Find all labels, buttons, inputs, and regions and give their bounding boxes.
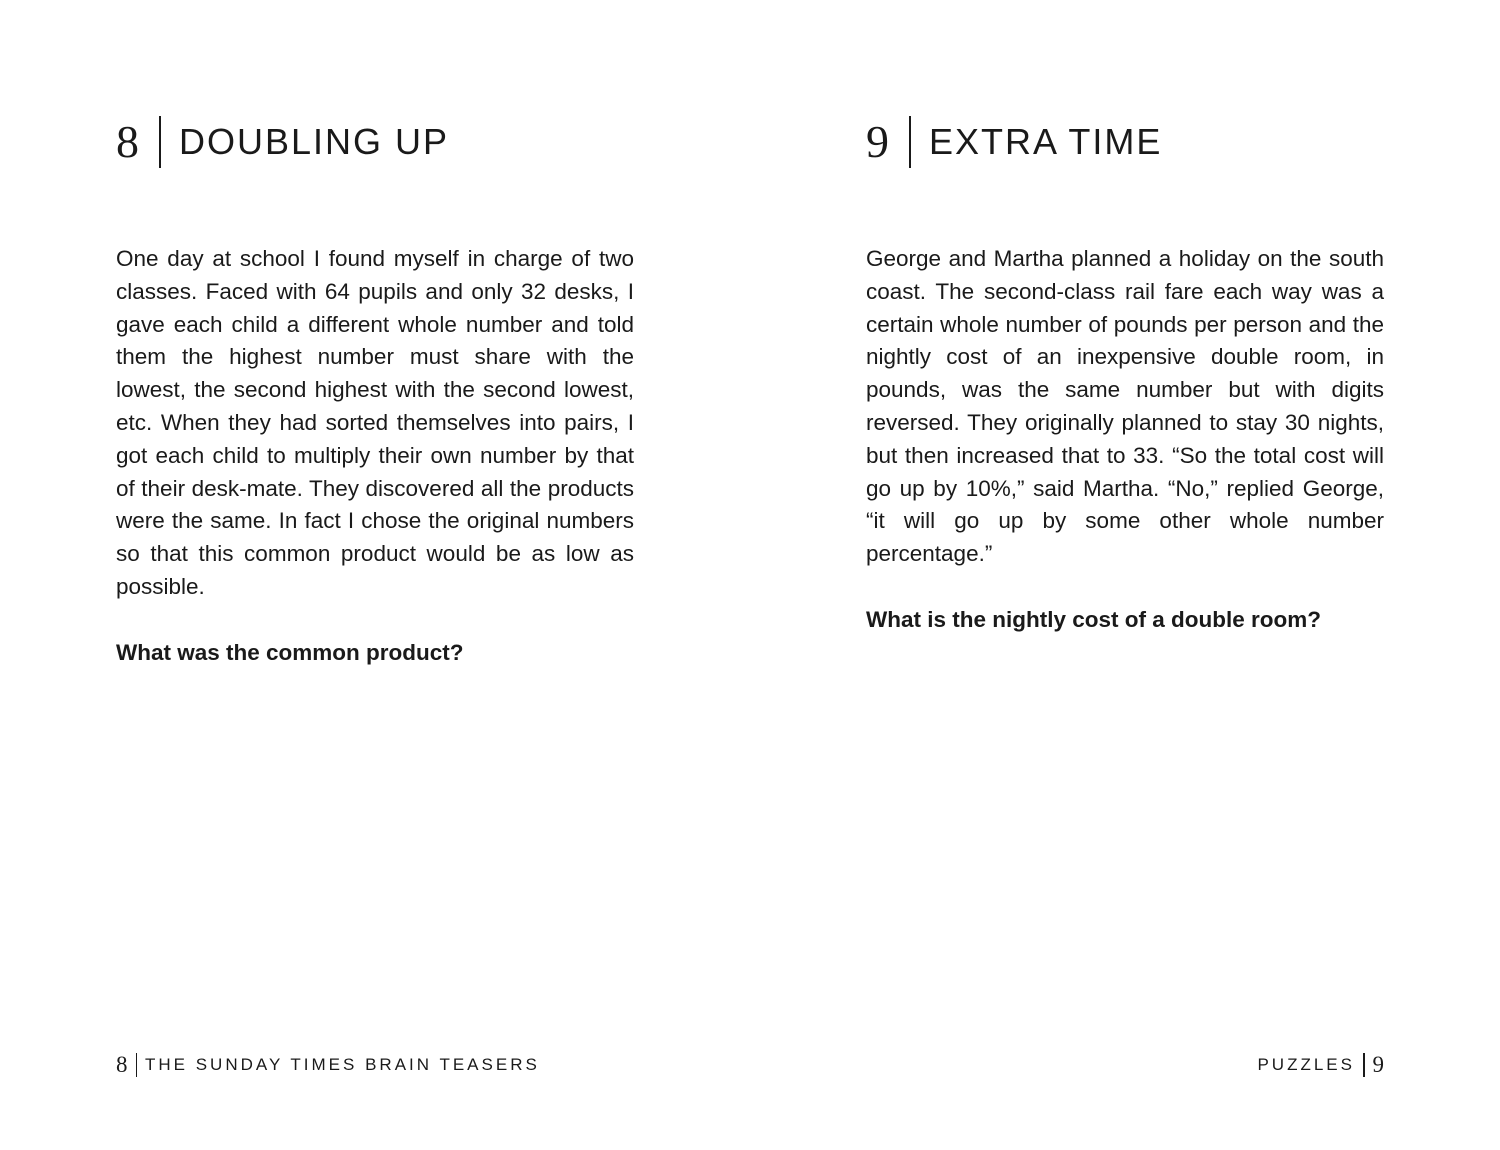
puzzle-8-body: One day at school I found myself in charge of two classes. Faced with 64 pupils and only 32 desks, I gave each child a different whole number and told them the highest number must share with the lowest, the second highest with the second lowest, etc. When they had sorted themselves into pairs, I got each child to multiply their own number by that of their desk-mate. They discovered all the products were the same. In fact I chose the original numbers so that this common product would be as low as possible. xyxy=(116,246,634,599)
left-page-footer xyxy=(116,1050,540,1080)
puzzle-title: EXTRA TIME xyxy=(929,121,1163,162)
puzzle-9-question: What is the nightly cost of a double room? xyxy=(866,607,1321,632)
running-head: THE SUNDAY TIMES BRAIN TEASERS xyxy=(145,1055,540,1074)
title-divider xyxy=(159,116,161,168)
puzzle-number: 9 xyxy=(866,116,889,167)
footer-divider xyxy=(136,1053,138,1077)
puzzle-title: DOUBLING UP xyxy=(179,121,450,162)
page-number: 9 xyxy=(1372,1052,1384,1077)
page-number: 8 xyxy=(116,1052,128,1077)
right-page xyxy=(750,0,1500,1150)
puzzle-number: 8 xyxy=(116,116,139,167)
title-divider xyxy=(909,116,911,168)
puzzle-9-body: George and Martha planned a holiday on the south coast. The second-class rail fare each way was a certain whole number of pounds per person and the nightly cost of an inexpensive double room, in pounds, was the same number but with digits reversed. They originally planned to stay 30 nights, but then increased that to 33. “So the total cost will go up by 10%,” said Martha. “No,” replied George, “it will go up by some other whole number percentage.” xyxy=(866,246,1384,567)
puzzle-8-question: What was the common product? xyxy=(116,640,464,665)
footer-divider xyxy=(1363,1053,1365,1077)
right-page-footer xyxy=(1257,1050,1384,1080)
puzzle-9-heading xyxy=(866,112,1162,172)
running-head: PUZZLES xyxy=(1257,1055,1355,1074)
puzzle-8-heading xyxy=(116,112,449,172)
